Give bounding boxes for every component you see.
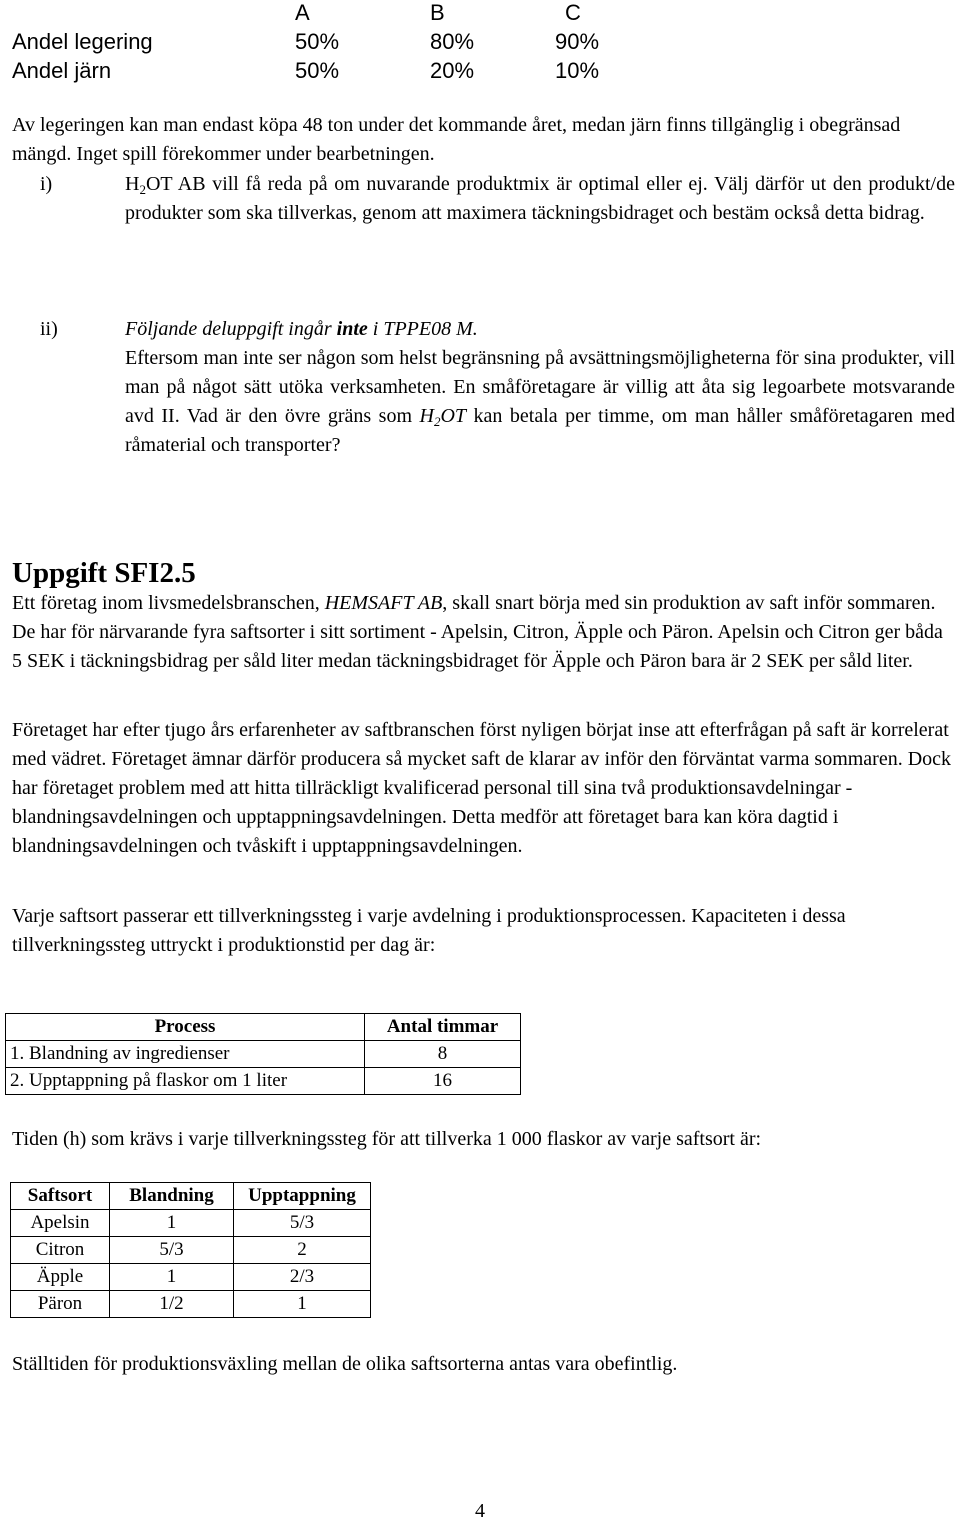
table-cell: 1. Blandning av ingredienser <box>6 1041 365 1068</box>
table-header-row <box>11 1183 371 1210</box>
table-row <box>11 1264 371 1291</box>
alloy-cell: 50% <box>295 29 340 54</box>
paragraph-4: Tiden (h) som krävs i varje tillverkningssteg för att tillverka 1 000 flaskor av varje saftsort är: <box>12 1128 762 1150</box>
table-cell: 2/3 <box>234 1264 371 1291</box>
table-cell: Citron <box>11 1237 110 1264</box>
paragraph-3: Varje saftsort passerar ett tillverkningssteg i varje avdelning i produktionsprocessen. Kapaciteten i dessa tillverkningssteg uttryckt i produktionstid per dag är: <box>12 905 846 956</box>
section-heading: Uppgift SFI2.5 <box>12 557 196 589</box>
item-i-text <box>125 170 955 228</box>
table-cell: 1 <box>234 1291 371 1318</box>
item-i-body: OT AB vill få reda på om nuvarande produktmix är optimal eller ej. Välj därför ut den produkt/de produkter som ska tillverkas, genom att maximera täckningsbidraget och bestäm också detta bidrag. <box>125 173 955 224</box>
alloy-cell: 20% <box>430 58 475 83</box>
item-i-h: H <box>125 173 140 195</box>
company-name: HEMSAFT AB <box>324 592 443 614</box>
process-table <box>5 1013 521 1095</box>
table-row <box>6 1068 521 1095</box>
table-cell: 5/3 <box>110 1237 234 1264</box>
table-row <box>11 1291 371 1318</box>
item-i-number: i) <box>40 173 53 195</box>
item-ii-note: Följande deluppgift ingår inte i TPPE08 M. <box>125 318 478 340</box>
paragraph-2: Företaget har efter tjugo års erfarenheter av saftbranschen först nyligen börjat inse att efterfrågan på saft är korrelerat med vädret. Företaget ämnar därför producera så mycket saft de klarar av inför den förväntat varma sommaren. Dock har företaget problem med att hitta tillräckligt kvalificerad personal till sina två produktionsavdelningar - blandningsavdelningen och upptappningsavdelningen. Detta medför att företaget bara kan köra dagtid i blandningsavdelningen och tvåskift i upptappningsavdelningen. <box>12 719 952 857</box>
time-table <box>10 1182 371 1318</box>
table-header-cell: Process <box>6 1014 365 1041</box>
table-cell: 16 <box>365 1068 521 1095</box>
table-row <box>11 1237 371 1264</box>
item-ii-note-bold: inte <box>336 318 368 340</box>
table-header-row <box>6 1014 521 1041</box>
paragraph-5: Ställtiden för produktionsväxling mellan de olika saftsorterna antas vara obefintlig. <box>12 1353 678 1375</box>
item-ii-text <box>125 315 955 460</box>
intro-paragraph: Av legeringen kan man endast köpa 48 ton under det kommande året, medan järn finns tillgänglig i obegränsad mängd. Inget spill förekommer under bearbetningen. <box>12 114 901 165</box>
table-cell: Päron <box>11 1291 110 1318</box>
table-cell: 1 <box>110 1210 234 1237</box>
alloy-row-label: Andel legering <box>12 29 153 54</box>
table-cell: 2 <box>234 1237 371 1264</box>
alloy-header-a: A <box>295 0 310 25</box>
alloy-row-label: Andel järn <box>12 58 112 83</box>
table-cell: Apelsin <box>11 1210 110 1237</box>
alloy-header-c: C <box>565 0 581 25</box>
paragraph-1: Ett företag inom livsmedelsbranschen, HEMSAFT AB, skall snart börja med sin produktion av saft inför sommaren. De har för närvarande fyra saftsorter i sitt sortiment - Apelsin, Citron, Äpple och Päron. Apelsin och Citron ger båda 5 SEK i täckningsbidrag per såld liter medan täckningsbidraget för Äpple och Päron bara är 2 SEK per såld liter. <box>12 592 943 672</box>
page-number: 4 <box>475 1500 485 1522</box>
item-ii-body: Eftersom man inte ser någon som helst begränsning på avsättningsmöjligheterna för sina produkter, vill man på något sätt utöka verksamheten. En småföretagare är villig att åta sig legoarbete motsvarande avd II. Vad är den övre gräns som $H_2OT$ kan betala per timme, om man håller småföretagaren med råmaterial och transporter? <box>125 347 955 456</box>
alloy-cell: 90% <box>555 29 600 54</box>
alloy-cell: 80% <box>430 29 475 54</box>
table-header-cell: Blandning <box>110 1183 234 1210</box>
table-cell: 8 <box>365 1041 521 1068</box>
table-row <box>6 1041 521 1068</box>
table-cell: Äpple <box>11 1264 110 1291</box>
alloy-cell: 10% <box>555 58 600 83</box>
table-cell: 1 <box>110 1264 234 1291</box>
item-i-subscript: 2 <box>139 182 146 197</box>
table-cell: 1/2 <box>110 1291 234 1318</box>
table-header-cell: Antal timmar <box>365 1014 521 1041</box>
item-ii-number: ii) <box>40 318 58 340</box>
alloy-header-b: B <box>430 0 445 25</box>
table-cell: 5/3 <box>234 1210 371 1237</box>
table-header-cell: Upptappning <box>234 1183 371 1210</box>
table-cell: 2. Upptappning på flaskor om 1 liter <box>6 1068 365 1095</box>
alloy-cell: 50% <box>295 58 340 83</box>
table-header-cell: Saftsort <box>11 1183 110 1210</box>
table-row <box>11 1210 371 1237</box>
